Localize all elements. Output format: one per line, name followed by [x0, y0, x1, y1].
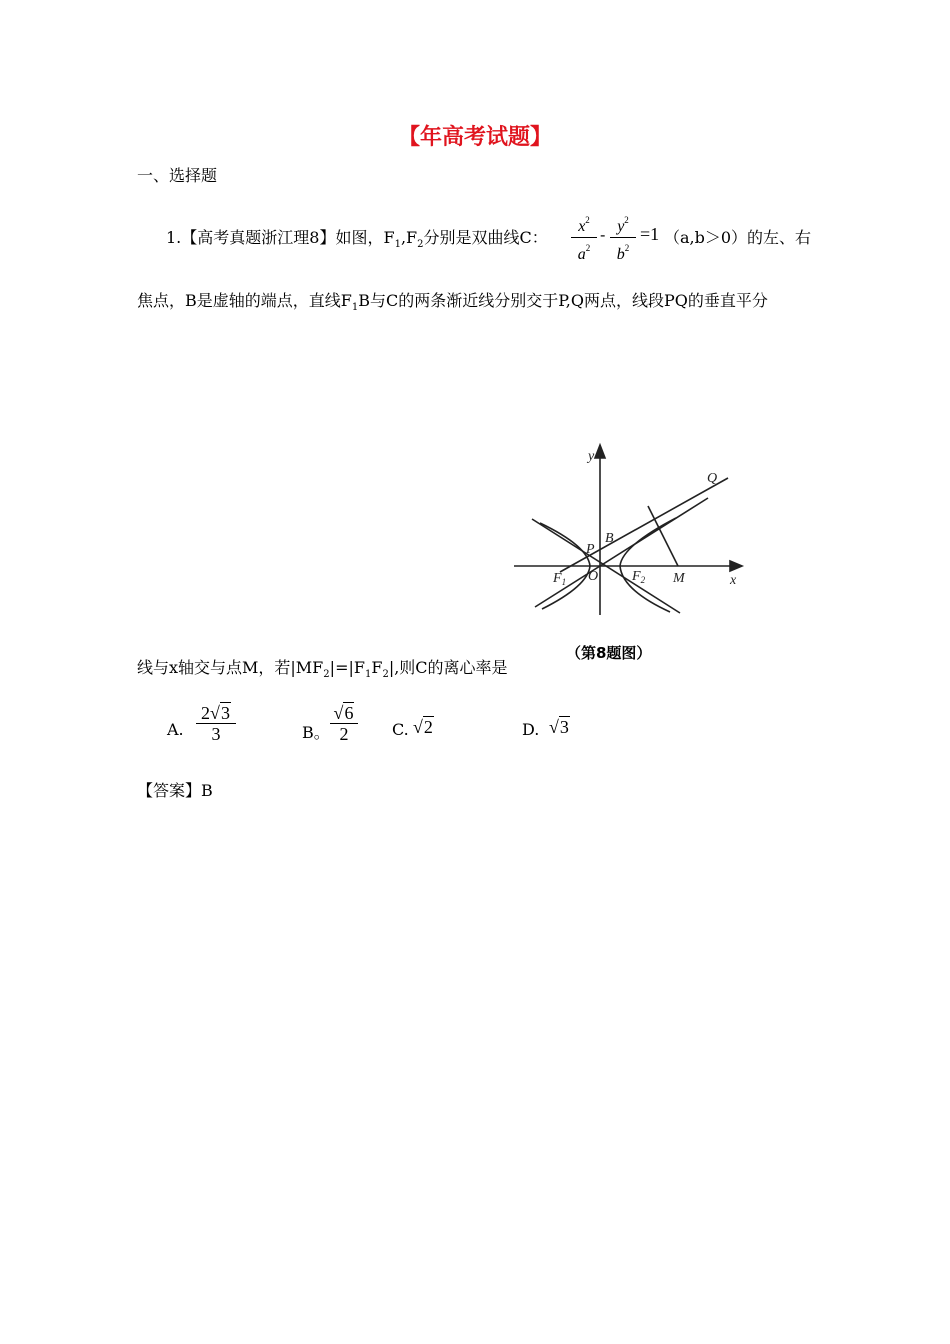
option-d-value: √3	[549, 717, 569, 737]
option-c-label: C.	[392, 720, 409, 739]
option-b-label: B。	[302, 723, 330, 742]
fig-label-x: x	[730, 573, 737, 588]
fig-label-B: B	[605, 531, 614, 546]
option-b-value: √6 2	[330, 703, 358, 744]
condition-text: （a,b＞0）的左、右	[664, 228, 812, 247]
option-d-label: D.	[522, 720, 540, 739]
page-title: 【年高考试题】	[397, 124, 552, 150]
option-c-value: √2	[413, 717, 433, 737]
option-a-value: 2√3 3	[196, 703, 236, 744]
section-heading: 一、选择题	[137, 166, 218, 185]
fraction-y2-b2: $y^2$ $b^2$	[610, 210, 636, 265]
fig-label-P: P	[586, 542, 595, 557]
fig-label-O: O	[588, 569, 599, 584]
option-a-label: A.	[167, 720, 184, 739]
minus-sign: -	[600, 225, 606, 244]
figure-caption: （第8题图）	[566, 644, 652, 662]
fig-label-F2: $F_2$	[632, 569, 646, 585]
question-line-2: 焦点，B是虚轴的端点，直线$F_1B$与C的两条渐近线分别交于P,Q两点，线段PQ的垂直平分	[137, 291, 768, 314]
fraction-x2-a2: $x^2$ $a^2$	[571, 210, 597, 265]
fig-label-M: M	[673, 571, 685, 586]
question-line-1: 1.【高考真题浙江理8】如图，$F_1,F_2$分别是双曲线C：	[166, 228, 548, 251]
fig-label-Q: Q	[707, 471, 718, 486]
fig-label-F1: $F_1$	[553, 571, 567, 587]
equals-one: =1	[640, 224, 660, 244]
hyperbola-figure	[510, 440, 770, 675]
fig-label-y: y	[588, 449, 595, 464]
answer-line: 【答案】B	[137, 781, 213, 800]
question-line-3: 线与x轴交与点M，若$|MF_2|=|F_1F_2|$,则C的离心率是	[137, 658, 508, 681]
